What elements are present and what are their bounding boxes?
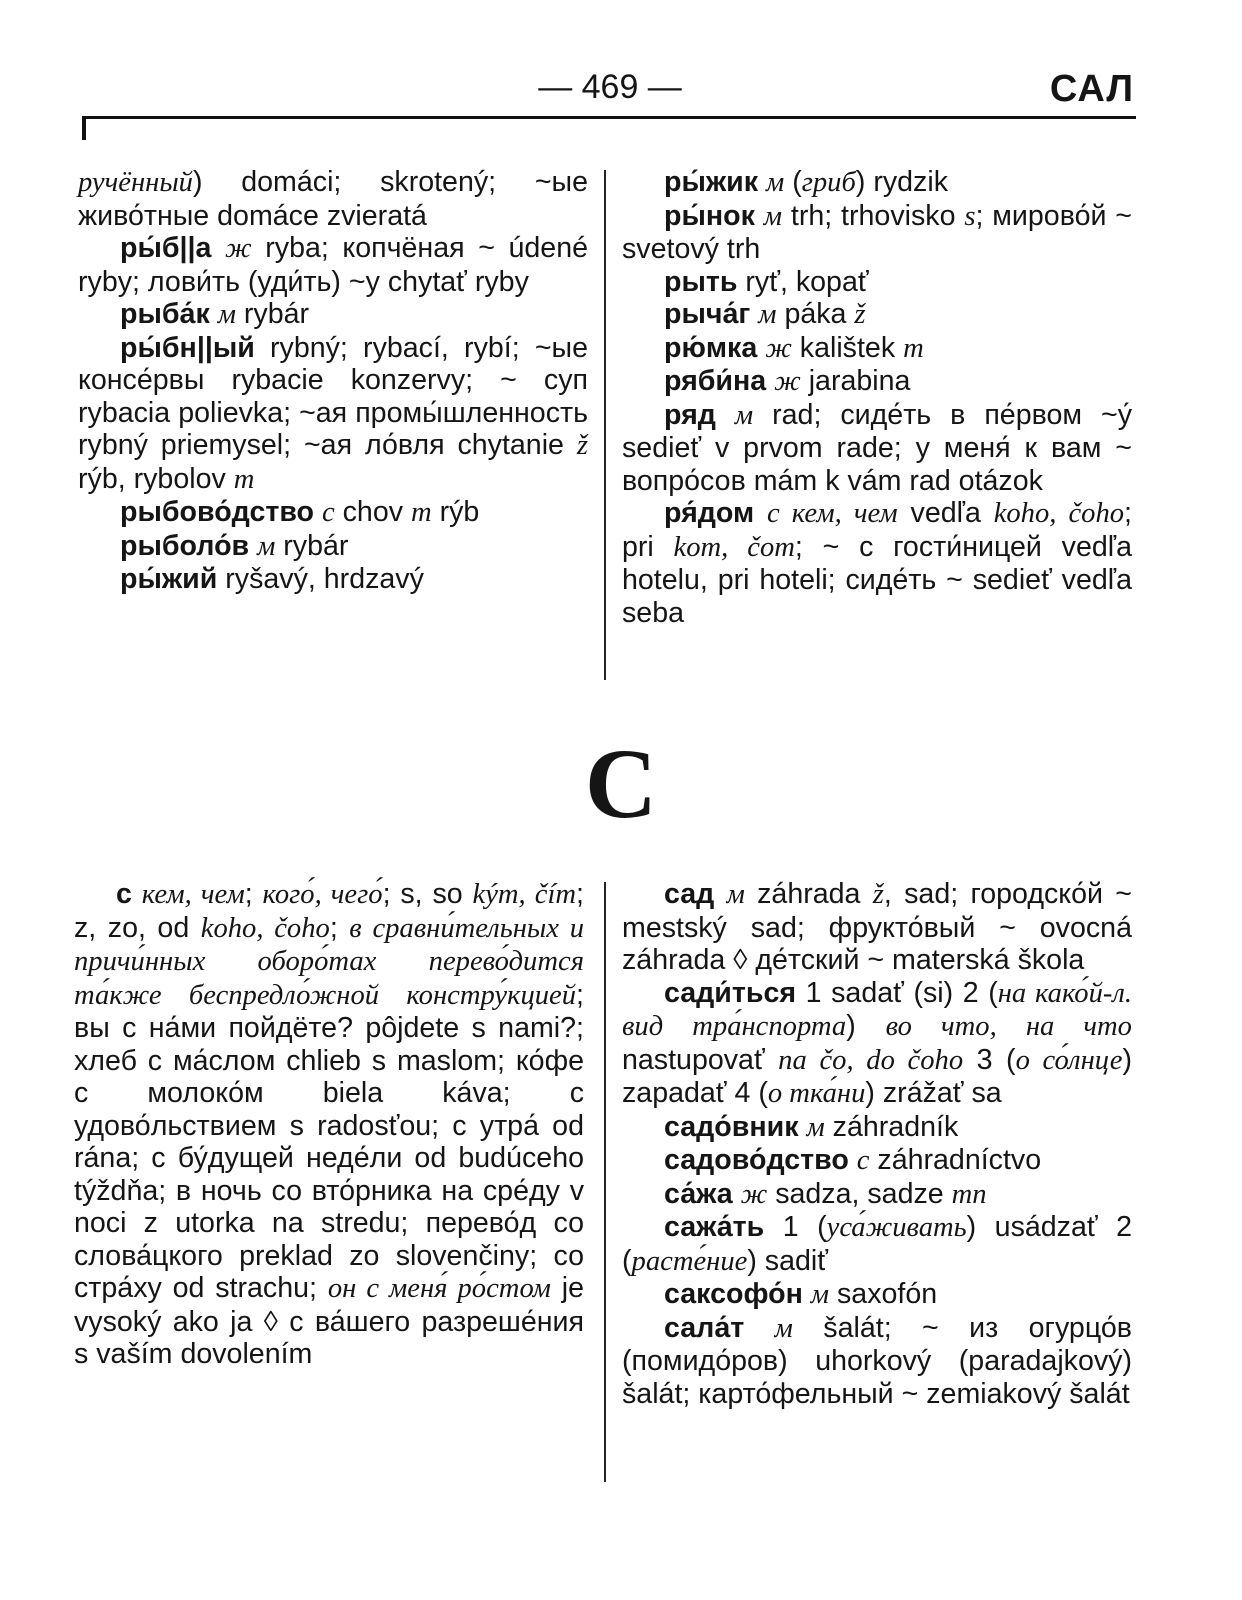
headword: рыбово́дство (120, 496, 315, 528)
grammar-label: kom, čom (673, 531, 795, 563)
dictionary-entry: садо́вник м záhradník (664, 1110, 959, 1143)
grammar-label: ž (872, 879, 884, 910)
page-number: — 469 — (538, 68, 682, 106)
grammar-label: ж (225, 233, 252, 264)
dictionary-entry: ры́б||а ж ryba; копчёная ~ údené ryby; лови́ть (уди́ть) ~у chytať ryby (78, 232, 588, 298)
headword: са́жа (664, 1177, 733, 1210)
headword: ры́нок (664, 199, 755, 232)
dictionary-entry: рю́мка ж kalištek m (664, 331, 924, 364)
grammar-label: с (321, 497, 335, 528)
grammar-label: о со́лнце (1015, 1044, 1123, 1076)
column-bottom-left (74, 878, 584, 1371)
headword: с (116, 878, 132, 910)
grammar-label: koho, čoho (200, 912, 330, 944)
grammar-label: ручённый (78, 167, 193, 198)
dictionary-entry: ручённый) domáci; skrotený; ~ые живо́тные domáce zvieratá (78, 166, 588, 232)
grammar-label: кого́, чего́ (262, 879, 383, 910)
headword: рыть (664, 265, 738, 298)
headword: ры́жик (664, 166, 759, 198)
grammar-label: гриб (801, 167, 856, 198)
headword: рыча́г (664, 298, 751, 330)
grammar-label: во что, на что (885, 1011, 1132, 1042)
headword: рыба́к (120, 298, 210, 330)
dictionary-entry: рыть ryť, kopať (664, 265, 869, 298)
grammar-label: м (806, 1111, 825, 1143)
grammar-label: с (856, 1145, 870, 1176)
grammar-label: kým, čím (472, 879, 577, 910)
grammar-label: ж (765, 332, 792, 364)
dictionary-entry: сади́ться 1 sadať (si) 2 (на како́й-л. вид тра́нспорта) во что, на что nastupovať na čo, do čoho 3 (о со́лнце) zapadať 4 (о тка́ни) zrážať sa (622, 976, 1133, 1109)
dictionary-entry: ряд м rad; сиде́ть в пе́рвом ~у́ sedieť v prvom rade; у меня́ к вам ~ вопро́сов mám k vám rad otázok (622, 398, 1132, 497)
grammar-label: koho, čoho (993, 498, 1125, 529)
section-letter: С (584, 728, 658, 839)
grammar-label: кем, чем (141, 879, 245, 910)
headword: ряби́на (664, 365, 767, 397)
grammar-label: на како́й-л. вид тра́нспорта (622, 977, 1133, 1042)
dictionary-entry: рыбово́дство с chov m rýb (120, 496, 480, 528)
dictionary-entry: са́жа ж sadza, sadze mn (664, 1177, 987, 1210)
headword: саксофо́н (664, 1278, 803, 1310)
dictionary-entry: ряби́на ж jarabina (664, 365, 911, 397)
column-top-right (622, 166, 1132, 629)
grammar-label: м (758, 299, 777, 330)
dictionary-entry: сад м záhrada ž, sad; городско́й ~ mestský sad; фрукто́вый ~ ovocná záhrada ◊ де́тский ~ materská škola (622, 878, 1132, 976)
header-rule-tick (82, 116, 86, 140)
headword: ры́б||а (120, 232, 212, 264)
guide-word: САЛ (1049, 68, 1134, 110)
column-bottom-right (622, 878, 1132, 1410)
grammar-label: m (410, 497, 432, 528)
dictionary-entry: сажа́ть 1 (уса́живать) usádzať 2 (расте́ние) sadiť (622, 1211, 1132, 1277)
dictionary-entry: ры́жий ryšavý, hrdzavý (120, 563, 424, 595)
column-top-left (78, 166, 588, 596)
grammar-label: о тка́ни (767, 1078, 866, 1109)
dictionary-entry: ры́бн||ый rybný; rybací, rybí; ~ые консе́рвы rybacie konzervy; ~ суп rybacia polievka; ~ая промы́шленность rybný priemysel; ~ая ло́вля chytanie ž rýb, rybolov m (78, 331, 588, 495)
grammar-label: ж (740, 1178, 768, 1210)
headword: ря́дом (664, 497, 755, 529)
grammar-label: mn (951, 1178, 987, 1210)
grammar-label: м (217, 299, 236, 330)
column-divider-bottom (604, 882, 606, 1482)
dictionary-entry: саксофо́н м saxofón (664, 1278, 938, 1310)
headword: рю́мка (664, 331, 758, 364)
dictionary-entry: ры́жик м (гриб) rydzik (664, 166, 948, 198)
grammar-label: он с меня́ ро́стом (327, 1273, 551, 1304)
headword: садово́дство (664, 1144, 849, 1176)
grammar-label: ž (576, 430, 588, 461)
headword: рыболо́в (120, 529, 250, 562)
headword: сала́т (664, 1311, 745, 1344)
page-header (80, 68, 1140, 116)
grammar-label: m (233, 463, 255, 495)
dictionary-entry: с кем, чем; кого́, чего́; s, so kým, čím; z, zo, od koho, čoho; в сравни́тельных и причи́нных оборо́тах перево́дится та́кже беспредло́жной констру́кцией; вы с на́ми пойдёте? pôjdete s nami?; хлеб с ма́слом chlieb s maslom; ко́фе с молоко́м biela káva; с удово́льствием s radosťou; с утра́ od rána; с бу́дущей неде́ли od budúceho týždňa; в ночь со вто́рника на сре́ду v noci z utorka na stredu; перево́д со слова́цкого preklad zo slovenčiny; со стра́ху od strachu; он с меня́ ро́стом je vysoký ako ja ◊ с ва́шего разреше́ния s vaším dovolením (74, 878, 584, 1370)
headword: сад (664, 878, 715, 910)
grammar-label: в сравни́тельных и причи́нных оборо́тах перево́дится та́кже беспредло́жной констру́кцией (74, 912, 584, 1011)
grammar-label: m (903, 332, 924, 364)
headword: сажа́ть (664, 1211, 765, 1243)
headword: сади́ться (664, 976, 797, 1009)
dictionary-entry: садово́дство с záhradníctvo (664, 1144, 1042, 1176)
grammar-label: расте́ние (631, 1245, 748, 1277)
dictionary-entry: рыболо́в м rybár (120, 529, 349, 562)
column-divider-top (604, 170, 606, 680)
grammar-label: s (964, 200, 976, 232)
grammar-label: м (257, 530, 276, 562)
grammar-label: м (734, 399, 754, 431)
headword: ряд (664, 398, 716, 431)
dictionary-entry: рыча́г м páka ž (664, 298, 866, 330)
grammar-label: м (726, 879, 745, 910)
grammar-label: с кем, чем (767, 498, 898, 529)
grammar-label: na čo, do čoho (778, 1044, 964, 1076)
dictionary-entry: ры́нок м trh; trhovisko s; мирово́й ~ svetový trh (622, 199, 1132, 265)
grammar-label: ж (774, 366, 801, 397)
grammar-label: уса́живать (826, 1212, 967, 1243)
grammar-label: м (766, 167, 785, 198)
headword: ры́жий (120, 563, 218, 595)
grammar-label: м (810, 1279, 830, 1310)
dictionary-entry: рыба́к м rybár (120, 298, 310, 330)
header-rule (82, 116, 1136, 119)
grammar-label: ž (854, 299, 866, 330)
grammar-label: м (763, 200, 783, 232)
headword: ры́бн||ый (120, 331, 255, 364)
grammar-label: м (774, 1312, 793, 1344)
dictionary-entry: ря́дом с кем, чем vedľa koho, čoho; pri kom, čom; ~ с гости́ницей vedľa hotelu, pri hoteli; сиде́ть ~ sedieť vedľa seba (622, 497, 1132, 629)
dictionary-entry: сала́т м šalát; ~ из огурцо́в (помидо́ров) uhorkový (paradajkový) šalát; карто́фельный ~ zemiakový šalát (622, 1311, 1132, 1410)
headword: садо́вник (664, 1110, 799, 1143)
